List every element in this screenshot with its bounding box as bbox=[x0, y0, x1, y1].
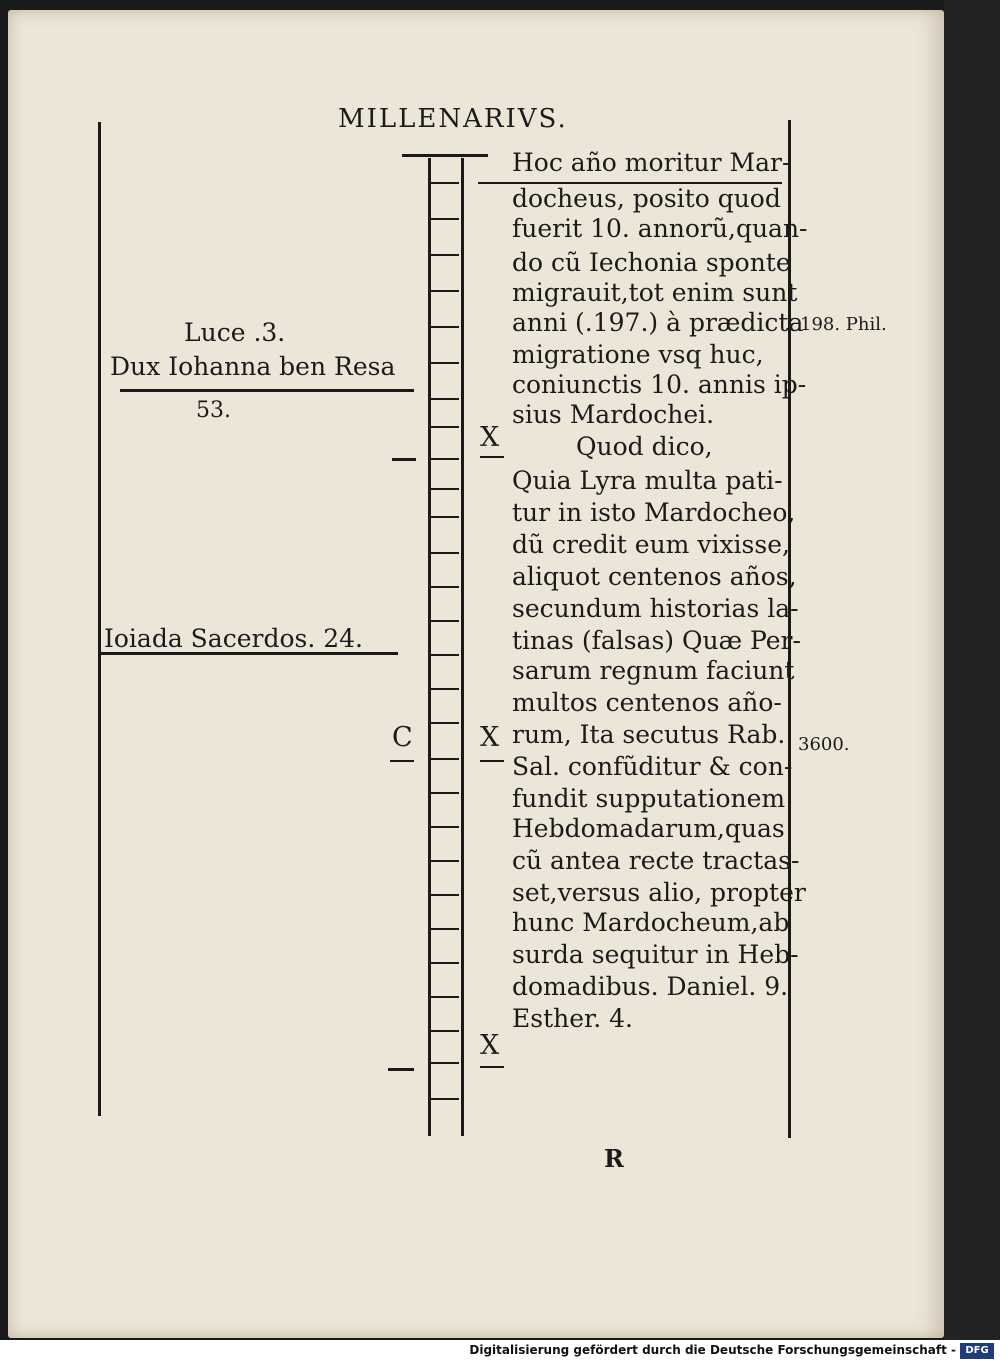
text-line: hunc Mardocheum,ab bbox=[512, 908, 790, 937]
ladder-rung bbox=[431, 1030, 459, 1032]
ladder-rung bbox=[431, 516, 459, 518]
ladder-rung bbox=[431, 182, 459, 184]
mark-underline bbox=[480, 456, 504, 458]
mark-underline bbox=[480, 1066, 504, 1068]
dfg-logo: DFG bbox=[960, 1343, 994, 1359]
text-line: migrauit,tot enim sunt bbox=[512, 278, 798, 307]
note-53: 53. bbox=[196, 398, 231, 423]
text-line: surda sequitur in Heb- bbox=[512, 940, 799, 969]
ladder-rung bbox=[431, 826, 459, 828]
left-rule bbox=[98, 122, 101, 1116]
text-line: coniunctis 10. annis ip- bbox=[512, 370, 807, 399]
text-line: Esther. 4. bbox=[512, 1004, 633, 1033]
ladder-rung bbox=[431, 758, 459, 760]
ladder-rung bbox=[431, 860, 459, 862]
text-line: aliquot centenos años, bbox=[512, 562, 797, 591]
ladder-rung bbox=[431, 218, 459, 220]
ladder-rung bbox=[431, 1062, 459, 1064]
text-line: cũ antea recte tractas- bbox=[512, 846, 800, 875]
ladder-rung bbox=[431, 326, 459, 328]
ladder-rung bbox=[431, 620, 459, 622]
text-line: migratione vsq huc, bbox=[512, 340, 764, 369]
tick-left bbox=[392, 458, 416, 461]
text-line: tur in isto Mardocheo, bbox=[512, 498, 796, 527]
note-luke: Luce .3. bbox=[184, 318, 286, 347]
text-line: Hebdomadarum,quas bbox=[512, 814, 785, 843]
ladder-rung bbox=[431, 254, 459, 256]
text-line: docheus, posito quod bbox=[512, 184, 781, 213]
text-line: Sal. confũditur & con- bbox=[512, 752, 793, 781]
text-line: tinas (falsas) Quæ Per- bbox=[512, 626, 801, 655]
text-line: multos centenos año- bbox=[512, 688, 782, 717]
ladder-rung bbox=[431, 362, 459, 364]
tick-under-c bbox=[390, 760, 414, 762]
text-line: domadibus. Daniel. 9. bbox=[512, 972, 789, 1001]
text-line: fundit supputationem bbox=[512, 784, 786, 813]
timeline-ladder bbox=[428, 158, 464, 1136]
ladder-rung bbox=[431, 488, 459, 490]
ladder-rung bbox=[431, 1098, 459, 1100]
ladder-rung bbox=[431, 962, 459, 964]
text-line: Quod dico, bbox=[576, 432, 713, 461]
text-line: rum, Ita secutus Rab. bbox=[512, 720, 786, 749]
ladder-rung bbox=[431, 928, 459, 930]
ladder-rung bbox=[431, 996, 459, 998]
rule-under-dux bbox=[120, 389, 414, 392]
signature-mark: R bbox=[604, 1144, 624, 1173]
mark-underline bbox=[480, 760, 504, 762]
text-line: do cũ Iechonia sponte bbox=[512, 248, 791, 277]
roman-mark-x: X bbox=[480, 1030, 500, 1061]
ladder-rung bbox=[431, 894, 459, 896]
margin-3600: 3600. bbox=[798, 734, 850, 755]
credit-text: Digitalisierung gefördert durch die Deutsche Forschungsgemeinschaft - bbox=[469, 1343, 956, 1357]
text-line: set,versus alio, propter bbox=[512, 878, 806, 907]
ladder-rung bbox=[431, 722, 459, 724]
scan-edge bbox=[944, 0, 1000, 1340]
text-line: Hoc año moritur Mar- bbox=[512, 148, 791, 177]
ladder-rung bbox=[431, 688, 459, 690]
text-line: sius Mardochei. bbox=[512, 400, 715, 429]
margin-phil: 198. Phil. bbox=[800, 314, 887, 335]
ladder-rung bbox=[431, 792, 459, 794]
note-ioiada: Ioiada Sacerdos. 24. bbox=[104, 624, 363, 653]
ladder-rung bbox=[431, 458, 459, 460]
book-page bbox=[8, 10, 944, 1338]
running-header: MILLENARIVS. bbox=[338, 104, 568, 134]
ladder-rung bbox=[431, 290, 459, 292]
ladder-rung bbox=[431, 586, 459, 588]
top-bar bbox=[402, 154, 488, 157]
text-line: dũ credit eum vixisse, bbox=[512, 530, 790, 559]
tick-left bbox=[388, 1068, 414, 1071]
ladder-rung bbox=[431, 654, 459, 656]
text-line: Quia Lyra multa pati- bbox=[512, 466, 783, 495]
text-line: secundum historias la- bbox=[512, 594, 799, 623]
text-line: sarum regnum faciunt bbox=[512, 656, 795, 685]
ladder-rung bbox=[431, 552, 459, 554]
roman-mark-x: X bbox=[480, 422, 500, 453]
text-line: fuerit 10. annorũ,quan- bbox=[512, 214, 808, 243]
note-dux: Dux Iohanna ben Resa bbox=[110, 352, 396, 381]
ladder-rung bbox=[431, 398, 459, 400]
roman-mark-c: C bbox=[392, 722, 413, 753]
text-line: anni (.197.) à prædicta bbox=[512, 308, 804, 337]
ladder-rung bbox=[431, 426, 459, 428]
roman-mark-x: X bbox=[480, 722, 500, 753]
